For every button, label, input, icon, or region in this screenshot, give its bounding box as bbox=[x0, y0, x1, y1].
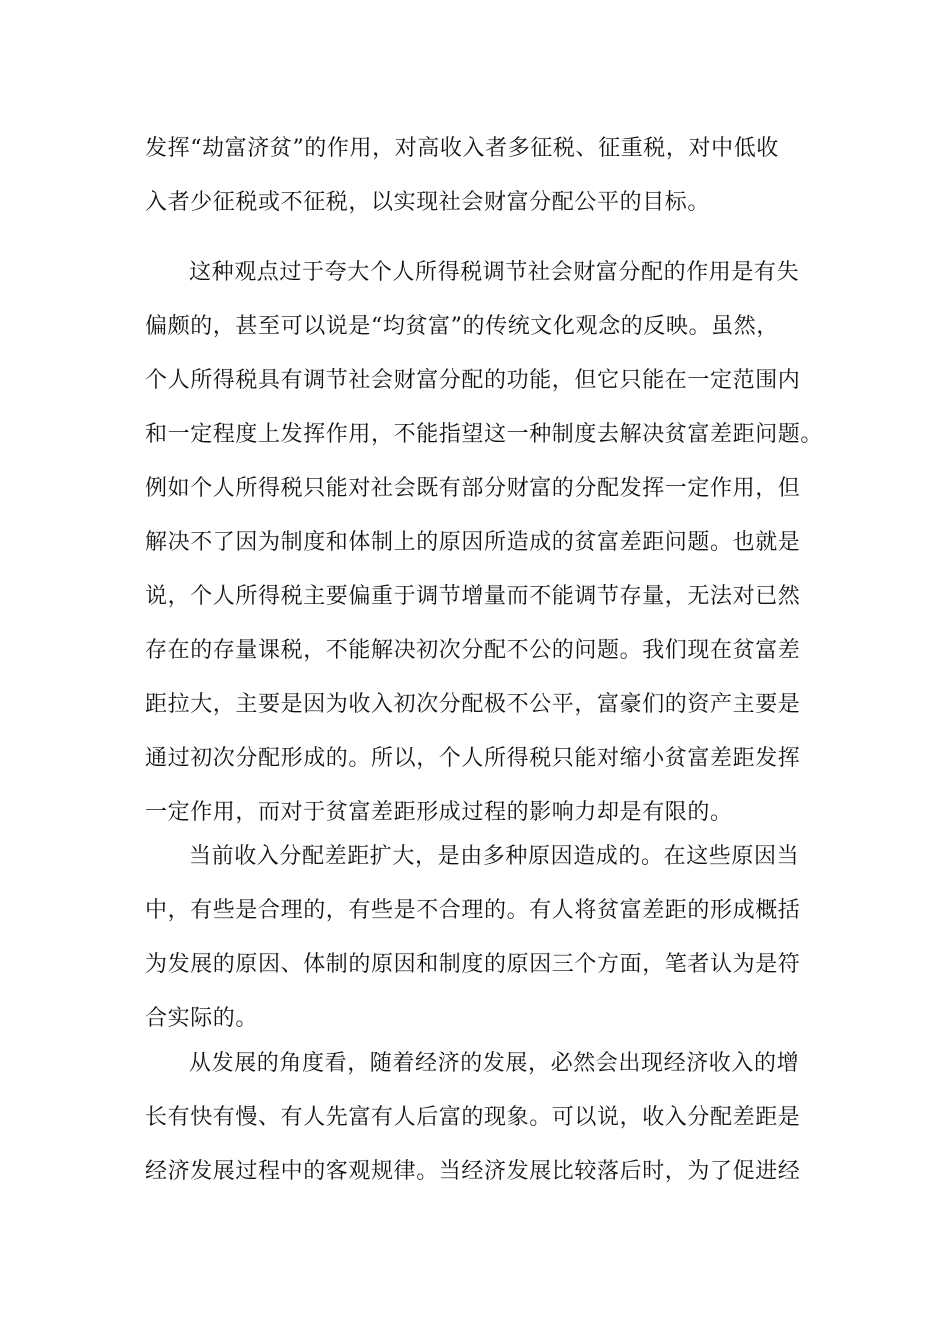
text-line: 这种观点过于夸大个人所得税调节社会财富分配的作用是有失 bbox=[189, 260, 800, 285]
text-line: 距拉大，主要是因为收入初次分配极不公平，富豪们的资产主要是 bbox=[145, 692, 801, 717]
text-line: 入者少征税或不征税，以实现社会财富分配公平的目标。 bbox=[145, 190, 711, 215]
text-line: 例如个人所得税只能对社会既有部分财富的分配发挥一定作用，但 bbox=[145, 476, 801, 501]
text-line: 通过初次分配形成的。所以，个人所得税只能对缩小贫富差距发挥 bbox=[145, 746, 801, 771]
text-line: 存在的存量课税，不能解决初次分配不公的问题。我们现在贫富差 bbox=[145, 638, 801, 663]
text-line: 偏颇的，甚至可以说是“均贫富”的传统文化观念的反映。虽然， bbox=[145, 314, 779, 339]
paragraph-3 bbox=[145, 830, 800, 1046]
paragraph-4 bbox=[145, 1037, 800, 1199]
text-line: 当前收入分配差距扩大，是由多种原因造成的。在这些原因当 bbox=[189, 844, 800, 869]
text-line: 合实际的。 bbox=[145, 1006, 259, 1031]
text-line: 长有快有慢、有人先富有人后富的现象。可以说，收入分配差距是 bbox=[145, 1105, 801, 1130]
paragraph-2 bbox=[145, 246, 823, 840]
text-line: 一定作用，而对于贫富差距形成过程的影响力却是有限的。 bbox=[145, 800, 733, 825]
text-line: 从发展的角度看，随着经济的发展，必然会出现经济收入的增 bbox=[189, 1051, 800, 1076]
text-line: 中，有些是合理的，有些是不合理的。有人将贫富差距的形成概括 bbox=[145, 898, 801, 923]
text-line: 经济发展过程中的客观规律。当经济发展比较落后时，为了促进经 bbox=[145, 1159, 801, 1184]
paragraph-1 bbox=[145, 122, 779, 230]
text-line: 解决不了因为制度和体制上的原因所造成的贫富差距问题。也就是 bbox=[145, 530, 801, 555]
text-line: 发挥“劫富济贫”的作用，对高收入者多征税、征重税，对中低收 bbox=[145, 136, 779, 161]
text-line: 和一定程度上发挥作用，不能指望这一种制度去解决贫富差距问题。 bbox=[145, 422, 824, 447]
text-line: 个人所得税具有调节社会财富分配的功能，但它只能在一定范围内 bbox=[145, 368, 801, 393]
text-line: 为发展的原因、体制的原因和制度的原因三个方面，笔者认为是符 bbox=[145, 952, 801, 977]
text-line: 说，个人所得税主要偏重于调节增量而不能调节存量，无法对已然 bbox=[145, 584, 801, 609]
